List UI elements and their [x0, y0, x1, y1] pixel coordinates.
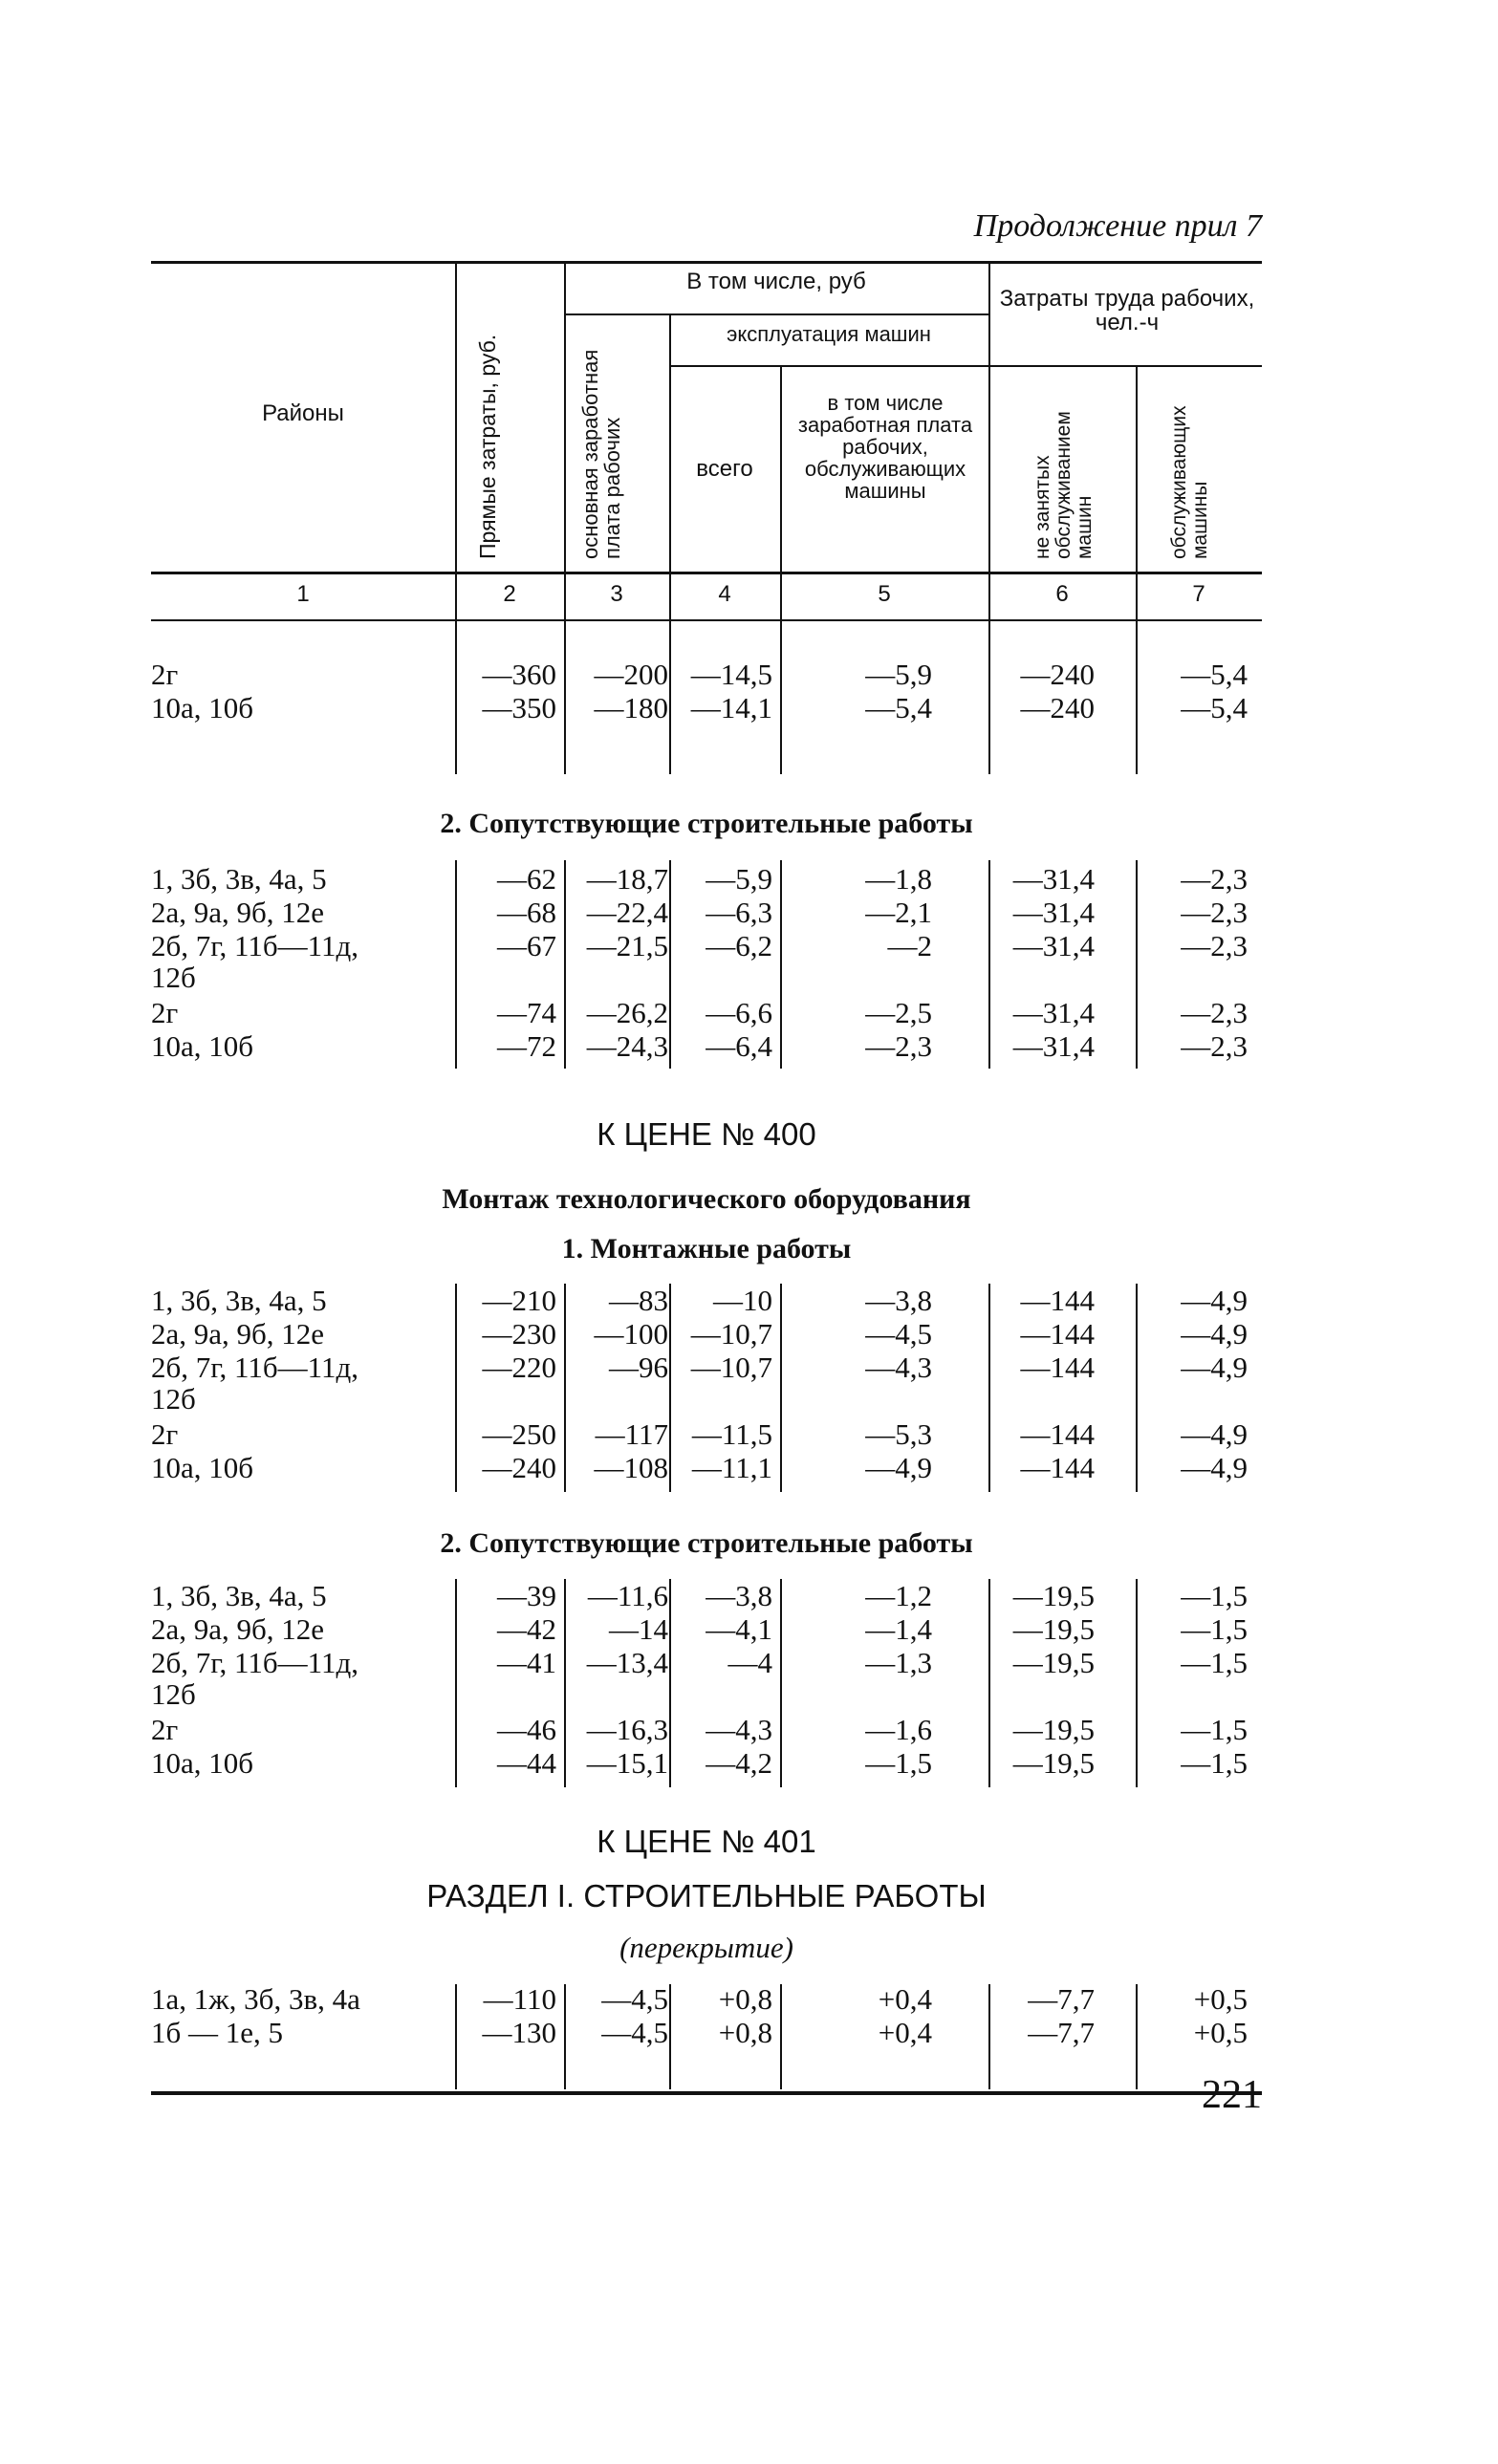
cell-direct: —240 [482, 1451, 556, 1484]
cell-labor-other: —31,4 [1012, 1029, 1095, 1063]
header-total: всего [696, 456, 753, 482]
cell-machines-total: —4 [727, 1646, 772, 1679]
cell-direct: —67 [497, 929, 556, 962]
cell-labor-other: —31,4 [1012, 929, 1095, 962]
cell-labor-other: —19,5 [1012, 1646, 1095, 1679]
cell-labor-other: —144 [1020, 1317, 1095, 1351]
cell-machines-total: —4,1 [706, 1612, 772, 1646]
cell-region: 2г [151, 1713, 179, 1746]
cell-labor-other: —31,4 [1012, 896, 1095, 929]
cell-wages: —14 [609, 1612, 668, 1646]
cell-labor-machines: —2,3 [1181, 1029, 1248, 1063]
table-row [151, 929, 1262, 962]
cell-labor-machines: —4,9 [1181, 1351, 1248, 1384]
page-number: 221 [1202, 2073, 1262, 2117]
cell-wages: —100 [594, 1317, 668, 1351]
cell-labor-machines: —2,3 [1181, 929, 1248, 962]
cell-labor-machines: —5,4 [1181, 691, 1248, 724]
cell-labor-machines: —1,5 [1181, 1713, 1248, 1746]
cell-machine-wages: +0,4 [878, 2016, 932, 2049]
cell-labor-machines: —1,5 [1181, 1612, 1248, 1646]
cell-wages: —18,7 [586, 862, 668, 896]
cell-direct: —220 [482, 1351, 556, 1384]
header-labor-costs: Затраты труда рабочих, чел.-ч [999, 286, 1255, 336]
cell-machines-total: —10 [713, 1284, 772, 1317]
header-subrule [669, 365, 988, 367]
table-row [151, 1612, 1262, 1646]
cell-machine-wages: —1,6 [865, 1713, 932, 1746]
table-row [151, 1029, 1262, 1063]
cell-machines-total: —5,9 [706, 862, 772, 896]
cell-wages: —180 [594, 691, 668, 724]
cell-labor-machines: —2,3 [1181, 862, 1248, 896]
table-row [151, 1746, 1262, 1780]
cell-machine-wages: —3,8 [865, 1284, 932, 1317]
cell-region: 10а, 10б [151, 1029, 254, 1063]
cell-region: 1, 3б, 3в, 4а, 5 [151, 1579, 327, 1612]
cell-region: 2б, 7г, 11б—11д, [151, 929, 358, 962]
cell-labor-machines: —4,9 [1181, 1451, 1248, 1484]
cell-machine-wages: —5,4 [865, 691, 932, 724]
col-number-5: 5 [878, 581, 891, 607]
cell-labor-other: —240 [1020, 658, 1095, 691]
cell-labor-other: —19,5 [1012, 1612, 1095, 1646]
cell-wages: —11,6 [587, 1579, 668, 1612]
header-including: В том числе, руб [686, 269, 866, 294]
cell-region: 1а, 1ж, 3б, 3в, 4а [151, 1982, 360, 2016]
cell-region: 1, 3б, 3в, 4а, 5 [151, 1284, 327, 1317]
cell-machines-total: —4,2 [706, 1746, 772, 1780]
cell-labor-other: —31,4 [1012, 862, 1095, 896]
col-number-4: 4 [718, 581, 731, 607]
cell-machines-total: —4,3 [706, 1713, 772, 1746]
cell-labor-machines: —4,9 [1181, 1317, 1248, 1351]
cell-wages: —24,3 [586, 1029, 668, 1063]
cell-labor-other: —19,5 [1012, 1579, 1095, 1612]
cell-wages: —13,4 [586, 1646, 668, 1679]
cell-labor-machines: —1,5 [1181, 1746, 1248, 1780]
cell-wages: —22,4 [586, 896, 668, 929]
col-number-1: 1 [296, 581, 310, 607]
table-row [151, 2016, 1262, 2049]
cell-wages: —96 [609, 1351, 668, 1384]
cell-machine-wages: —2,5 [865, 996, 932, 1029]
cell-labor-machines: —4,9 [1181, 1284, 1248, 1317]
cell-machines-total: —10,7 [690, 1351, 772, 1384]
cell-wages: —200 [594, 658, 668, 691]
cell-direct: —110 [483, 1982, 556, 2016]
cell-machine-wages: —1,2 [865, 1579, 932, 1612]
cell-labor-other: —144 [1020, 1451, 1095, 1484]
cell-wages: —15,1 [586, 1746, 668, 1780]
cell-direct: —41 [497, 1646, 556, 1679]
cell-direct: —230 [482, 1317, 556, 1351]
cell-labor-other: —31,4 [1012, 996, 1095, 1029]
header-base-wages: основная заработная плата рабочих [578, 349, 624, 559]
header-subrule [988, 365, 1262, 367]
table-row [151, 1284, 1262, 1317]
cell-direct: —39 [497, 1579, 556, 1612]
cell-machines-total: —6,3 [706, 896, 772, 929]
header-not-servicing: не занятых обслуживанием машин [1031, 411, 1096, 559]
cell-labor-machines: —2,3 [1181, 896, 1248, 929]
cell-labor-other: —144 [1020, 1284, 1095, 1317]
cell-wages: —108 [594, 1451, 668, 1484]
cell-machine-wages: —4,5 [865, 1317, 932, 1351]
cell-labor-other: —7,7 [1028, 1982, 1095, 2016]
cell-wages: —83 [609, 1284, 668, 1317]
cell-direct: —62 [497, 862, 556, 896]
cell-region: 2г [151, 658, 179, 691]
cell-region: 1, 3б, 3в, 4а, 5 [151, 862, 327, 896]
cell-machine-wages: +0,4 [878, 1982, 932, 2016]
table-row [151, 658, 1262, 691]
header-subrule [564, 313, 988, 315]
price-401-title: К ЦЕНЕ № 401 [597, 1824, 816, 1859]
table-row [151, 961, 1262, 994]
number-row-rule [151, 619, 1262, 621]
section-title-related-works: 2. Сопутствующие строительные работы [440, 808, 973, 839]
cell-machines-total: —6,6 [706, 996, 772, 1029]
cell-machine-wages: —4,9 [865, 1451, 932, 1484]
continuation-label: Продолжение прил 7 [973, 208, 1262, 244]
table-row [151, 1713, 1262, 1746]
header-divider [564, 263, 566, 621]
cell-machine-wages: —1,5 [865, 1746, 932, 1780]
table-bottom-rule [151, 2091, 1262, 2095]
table-row [151, 1382, 1262, 1416]
cell-direct: —210 [482, 1284, 556, 1317]
cell-machine-wages: —2,3 [865, 1029, 932, 1063]
table-row [151, 1351, 1262, 1384]
table-row [151, 1317, 1262, 1351]
cell-machines-total: —14,5 [690, 658, 772, 691]
cell-labor-machines: —5,4 [1181, 658, 1248, 691]
cell-labor-other: —19,5 [1012, 1746, 1095, 1780]
section-title-related-works-400: 2. Сопутствующие строительные работы [440, 1527, 973, 1559]
cell-region: 2г [151, 1417, 179, 1451]
cell-region: 2а, 9а, 9б, 12е [151, 896, 325, 929]
cell-region: 10а, 10б [151, 1746, 254, 1780]
cell-labor-other: —7,7 [1028, 2016, 1095, 2049]
cell-machines-total: —3,8 [706, 1579, 772, 1612]
price-400-title: К ЦЕНЕ № 400 [597, 1116, 816, 1152]
cell-machine-wages: —1,4 [865, 1612, 932, 1646]
cell-region: 2г [151, 996, 179, 1029]
cell-machine-wages: —2 [887, 929, 932, 962]
cell-labor-other: —240 [1020, 691, 1095, 724]
cell-direct: —42 [497, 1612, 556, 1646]
header-divider [455, 263, 457, 621]
price-400-subtitle: Монтаж технологического оборудования [442, 1183, 971, 1215]
cell-labor-other: —144 [1020, 1417, 1095, 1451]
cell-machine-wages: —5,9 [865, 658, 932, 691]
col-number-7: 7 [1192, 581, 1205, 607]
cell-machines-total: —14,1 [690, 691, 772, 724]
cell-direct: —46 [497, 1713, 556, 1746]
cell-region: 1б — 1е, 5 [151, 2016, 284, 2049]
cell-direct: —68 [497, 896, 556, 929]
cell-direct: —72 [497, 1029, 556, 1063]
cell-region: 12б [151, 961, 196, 994]
table-row [151, 1579, 1262, 1612]
cell-labor-machines: —2,3 [1181, 996, 1248, 1029]
table-row [151, 1417, 1262, 1451]
cell-region: 2б, 7г, 11б—11д, [151, 1351, 358, 1384]
cell-wages: —117 [595, 1417, 668, 1451]
cell-region: 2б, 7г, 11б—11д, [151, 1646, 358, 1679]
cell-region: 2а, 9а, 9б, 12е [151, 1317, 325, 1351]
cell-wages: —4,5 [601, 1982, 668, 2016]
table-row [151, 996, 1262, 1029]
header-servicing: обслуживающих машины [1168, 405, 1211, 559]
cell-labor-other: —144 [1020, 1351, 1095, 1384]
cell-machines-total: —11,5 [691, 1417, 772, 1451]
cell-machine-wages: —5,3 [865, 1417, 932, 1451]
cell-region: 12б [151, 1382, 196, 1416]
cell-wages: —21,5 [586, 929, 668, 962]
cell-direct: —74 [497, 996, 556, 1029]
page [151, 0, 1262, 2464]
cell-direct: —250 [482, 1417, 556, 1451]
cell-labor-other: —19,5 [1012, 1713, 1095, 1746]
cell-machine-wages: —1,8 [865, 862, 932, 896]
price-401-section: РАЗДЕЛ I. СТРОИТЕЛЬНЫЕ РАБОТЫ [426, 1878, 987, 1913]
col-number-6: 6 [1055, 581, 1069, 607]
header-direct-costs: Прямые затраты, руб. [475, 334, 500, 559]
cell-region: 12б [151, 1677, 196, 1711]
cell-direct: —44 [497, 1746, 556, 1780]
table-row [151, 691, 1262, 724]
col-number-2: 2 [503, 581, 516, 607]
cell-machines-total: —6,4 [706, 1029, 772, 1063]
cell-machine-wages: —2,1 [865, 896, 932, 929]
cell-machine-wages: —4,3 [865, 1351, 932, 1384]
header-machine-operation: эксплуатация машин [727, 322, 931, 346]
cell-machines-total: +0,8 [718, 2016, 772, 2049]
col-number-3: 3 [610, 581, 623, 607]
cell-labor-machines: +0,5 [1193, 2016, 1248, 2049]
cell-machine-wages: —1,3 [865, 1646, 932, 1679]
cell-direct: —360 [482, 658, 556, 691]
cell-direct: —350 [482, 691, 556, 724]
header-bottom-rule [151, 572, 1262, 574]
cell-wages: —16,3 [586, 1713, 668, 1746]
table-row [151, 896, 1262, 929]
cell-labor-machines: +0,5 [1193, 1982, 1248, 2016]
cell-machines-total: +0,8 [718, 1982, 772, 2016]
table-row [151, 1982, 1262, 2016]
cell-region: 2а, 9а, 9б, 12е [151, 1612, 325, 1646]
cell-region: 10а, 10б [151, 691, 254, 724]
header-machine-wages: в том числе заработная плата рабочих, обслуживающих машины [797, 391, 973, 504]
table-top-rule [151, 261, 1262, 264]
price-401-subsection: (перекрытие) [619, 1931, 793, 1964]
table-row [151, 1451, 1262, 1484]
cell-labor-machines: —1,5 [1181, 1579, 1248, 1612]
cell-wages: —4,5 [601, 2016, 668, 2049]
cell-wages: —26,2 [586, 996, 668, 1029]
cell-machines-total: —10,7 [690, 1317, 772, 1351]
header-regions: Районы [262, 400, 344, 426]
cell-region: 10а, 10б [151, 1451, 254, 1484]
cell-labor-machines: —4,9 [1181, 1417, 1248, 1451]
cell-machines-total: —11,1 [691, 1451, 772, 1484]
table-row [151, 1646, 1262, 1679]
table-row [151, 1677, 1262, 1711]
cell-labor-machines: —1,5 [1181, 1646, 1248, 1679]
cell-direct: —130 [482, 2016, 556, 2049]
table-row [151, 862, 1262, 896]
header-divider [988, 263, 990, 621]
cell-machines-total: —6,2 [706, 929, 772, 962]
section-title-installation: 1. Монтажные работы [561, 1233, 852, 1264]
